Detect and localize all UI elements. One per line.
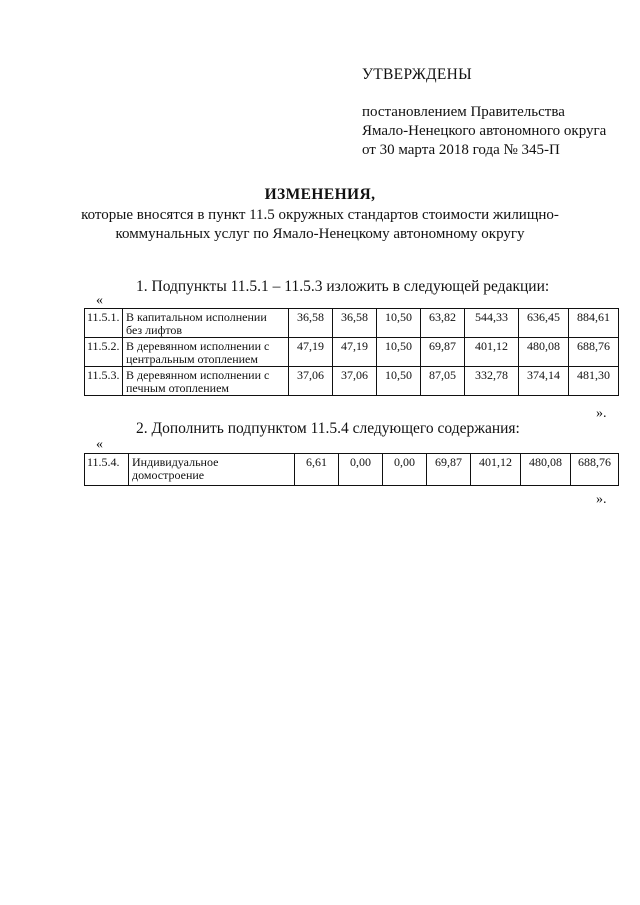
section1-text: 1. Подпункты 11.5.1 – 11.5.3 изложить в следующей редакции: bbox=[136, 278, 550, 295]
value-cell: 37,06 bbox=[333, 367, 377, 396]
row-code: 11.5.4. bbox=[85, 454, 129, 486]
value-cell: 47,19 bbox=[333, 338, 377, 367]
desc-line: В деревянном исполнении с bbox=[126, 368, 270, 382]
value-cell: 480,08 bbox=[519, 338, 569, 367]
row-code: 11.5.2. bbox=[85, 338, 123, 367]
value-cell: 10,50 bbox=[377, 309, 421, 338]
desc-line: В капитальном исполнении bbox=[126, 310, 267, 324]
value-cell: 332,78 bbox=[465, 367, 519, 396]
table-row bbox=[85, 367, 619, 396]
value-cell: 87,05 bbox=[421, 367, 465, 396]
section2-table bbox=[84, 453, 619, 486]
subtitle-line-2: коммунальных услуг по Ямало-Ненецкому автономному округу bbox=[115, 226, 525, 242]
section2-open-quote: « bbox=[96, 437, 103, 452]
value-cell: 544,33 bbox=[465, 309, 519, 338]
value-cell: 374,14 bbox=[519, 367, 569, 396]
row-code: 11.5.3. bbox=[85, 367, 123, 396]
value-cell: 36,58 bbox=[333, 309, 377, 338]
value-cell: 69,87 bbox=[421, 338, 465, 367]
value-cell: 37,06 bbox=[289, 367, 333, 396]
section1-open-quote: « bbox=[96, 293, 103, 308]
title-main: ИЗМЕНЕНИЯ, bbox=[264, 186, 376, 203]
value-cell: 36,58 bbox=[289, 309, 333, 338]
value-cell: 63,82 bbox=[421, 309, 465, 338]
approval-block bbox=[362, 66, 607, 158]
value-cell: 0,00 bbox=[339, 454, 383, 486]
approval-line-3: от 30 марта 2018 года № 345-П bbox=[362, 142, 560, 158]
subtitle-line-1: которые вносятся в пункт 11.5 окружных стандартов стоимости жилищно- bbox=[81, 207, 559, 223]
approval-heading: УТВЕРЖДЕНЫ bbox=[362, 66, 472, 83]
value-cell: 636,45 bbox=[519, 309, 569, 338]
desc-line: центральным отоплением bbox=[126, 352, 258, 366]
desc-line: В деревянном исполнении с bbox=[126, 339, 270, 353]
desc-line: домостроение bbox=[132, 468, 205, 482]
section1-table bbox=[84, 308, 619, 396]
section1-close-quote: ». bbox=[596, 406, 607, 421]
value-cell: 401,12 bbox=[471, 454, 521, 486]
approval-line-2: Ямало-Ненецкого автономного округа bbox=[362, 123, 607, 139]
row-description bbox=[123, 338, 289, 367]
row-description bbox=[123, 367, 289, 396]
document-title bbox=[0, 186, 640, 244]
row-description bbox=[129, 454, 295, 486]
value-cell: 69,87 bbox=[427, 454, 471, 486]
table-row bbox=[85, 454, 619, 486]
value-cell: 401,12 bbox=[465, 338, 519, 367]
value-cell: 6,61 bbox=[295, 454, 339, 486]
section2-close-quote: ». bbox=[596, 492, 607, 507]
section2-text: 2. Дополнить подпунктом 11.5.4 следующего содержания: bbox=[136, 420, 520, 437]
desc-line: без лифтов bbox=[126, 323, 183, 337]
approval-details bbox=[362, 103, 640, 160]
table-row bbox=[85, 309, 619, 338]
value-cell: 10,50 bbox=[377, 338, 421, 367]
value-cell: 480,08 bbox=[521, 454, 571, 486]
value-cell: 481,30 bbox=[569, 367, 619, 396]
title-subtitle bbox=[0, 206, 640, 244]
table-row bbox=[85, 338, 619, 367]
desc-line: печным отоплением bbox=[126, 381, 229, 395]
row-description bbox=[123, 309, 289, 338]
value-cell: 10,50 bbox=[377, 367, 421, 396]
row-code: 11.5.1. bbox=[85, 309, 123, 338]
value-cell: 47,19 bbox=[289, 338, 333, 367]
value-cell: 884,61 bbox=[569, 309, 619, 338]
value-cell: 688,76 bbox=[571, 454, 619, 486]
desc-line: Индивидуальное bbox=[132, 455, 219, 469]
approval-line-1: постановлением Правительства bbox=[362, 104, 565, 120]
value-cell: 688,76 bbox=[569, 338, 619, 367]
value-cell: 0,00 bbox=[383, 454, 427, 486]
